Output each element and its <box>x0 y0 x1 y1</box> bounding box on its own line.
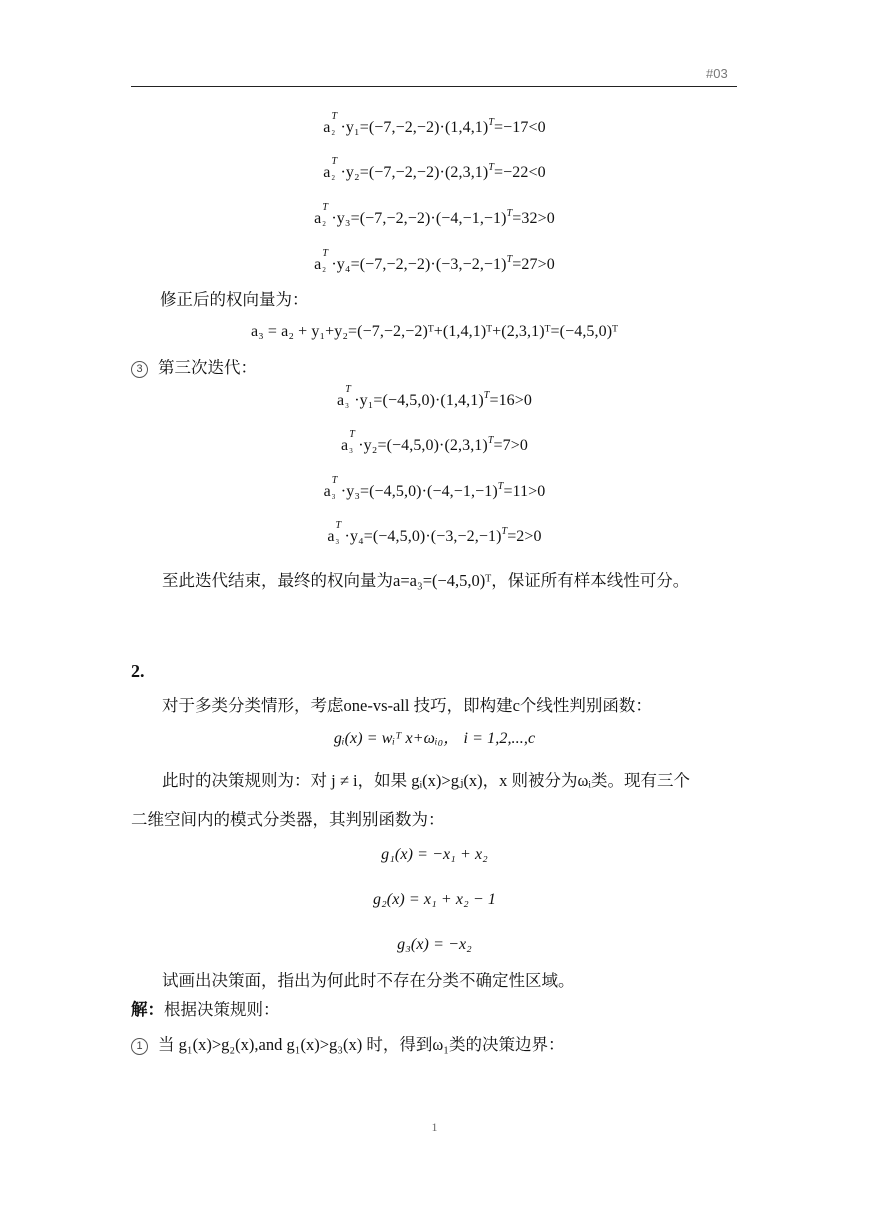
step-marker-1: 1 <box>131 1038 148 1055</box>
iter3-eq1: a T 3 $\cdot y_1=(-4,5,0)\cdot(1,4,1)^T=16>0$ <box>336 384 532 411</box>
step-marker-3: 3 <box>131 361 148 378</box>
header-rule <box>131 86 737 87</box>
iter3-eq2: a T 3 $\cdot y_2=(-4,5,0)\cdot(2,3,1)^T=7>0$ <box>341 429 528 456</box>
g2-function: g₂(x) = x₁ + x₂ − 1 <box>373 891 496 908</box>
iter2-eq1: a T 2 $\cdot y_1=(-7,-2,-2)\cdot(1,4,1)^T=-17<0$ <box>323 111 546 138</box>
iter2-update-equation: a₃ = a₂ + y₁+y₂=(−7,−2,−2)ᵀ+(1,4,1)ᵀ+(2,3,1)ᵀ=(−4,5,0)ᵀ <box>250 323 619 340</box>
iter2-update-label: 修正后的权向量为： <box>160 290 309 309</box>
decision-rule-line2: 二维空间内的模式分类器，其判别函数为： <box>131 810 445 829</box>
iter3-eq4-body: ·y₄=(−4,5,0)·(−3,−2,−1) <box>344 528 502 545</box>
iter2-eq3: a T 2 $\cdot y_3=(-7,-2,-2)\cdot(-4,-1,-1)^T=32>0$ <box>314 202 555 229</box>
iter2-eq3-tail: =32>0 <box>512 210 555 227</box>
iter3-eq2-body: ·y₂=(−4,5,0)·(2,3,1) <box>358 437 488 454</box>
iter3-eq1-tail: =16>0 <box>489 392 532 409</box>
step1-text: 当 g₁(x)>g₂(x),and g₁(x)>g₃(x) 时，得到ω₁类的决策边界： <box>158 1035 565 1054</box>
problem-number: 2. <box>131 661 145 681</box>
page-number: 1 <box>431 1120 438 1134</box>
problem-intro: 对于多类分类情形，考虑one-vs-all 技巧，即构建c个线性判别函数： <box>162 696 652 715</box>
iter2-eq4-tail: =27>0 <box>512 256 555 273</box>
iter2-eq1-body: ·y₁=(−7,−2,−2)·(1,4,1) <box>340 119 489 136</box>
iter3-eq3-body: ·y₃=(−4,5,0)·(−4,−1,−1) <box>340 483 498 500</box>
iter3-conclusion: 至此迭代结束，最终的权向量为a=a₃=(−4,5,0)ᵀ，保证所有样本线性可分。 <box>162 571 690 590</box>
iter3-eq4: a T 3 $\cdot y_4=(-4,5,0)\cdot(-3,-2,-1)^T=2>0$ <box>327 520 542 547</box>
solution-label: 解： <box>131 1000 164 1019</box>
header-doc-id: #03 <box>706 66 728 81</box>
iter2-eq3-body: ·y₃=(−7,−2,−2)·(−4,−1,−1) <box>331 210 507 227</box>
iter2-eq2-tail: =−22<0 <box>494 164 546 181</box>
iter3-eq3: a T 3 $\cdot y_3=(-4,5,0)\cdot(-4,-1,-1)^T=11>0$ <box>323 475 546 502</box>
iter2-eq2: a T 2 $\cdot y_2=(-7,-2,-2)\cdot(2,3,1)^T=-22<0$ <box>323 156 546 183</box>
decision-rule-line1: 此时的决策规则为：对 j ≠ i，如果 gᵢ(x)>gⱼ(x)，x 则被分为ωᵢ类。现有三个 <box>162 771 690 790</box>
iter2-eq2-body: ·y₂=(−7,−2,−2)·(2,3,1) <box>340 164 489 181</box>
g3-function: g₃(x) = −x₂ <box>397 936 472 953</box>
iter3-eq1-body: ·y₁=(−4,5,0)·(1,4,1) <box>354 392 484 409</box>
iter3-heading: 第三次迭代： <box>158 358 257 377</box>
discriminant-definition: gᵢ(x) = wᵢᵀ x+ωᵢ₀， i = 1,2,...,c <box>333 730 536 747</box>
g1-function: g₁(x) = −x₁ + x₂ <box>381 846 488 863</box>
problem-task: 试画出决策面，指出为何此时不存在分类不确定性区域。 <box>162 971 575 990</box>
iter2-eq4: a T 2 $\cdot y_4=(-7,-2,-2)\cdot(-3,-2,-1)^T=27>0$ <box>314 248 555 275</box>
iter2-eq4-body: ·y₄=(−7,−2,−2)·(−3,−2,−1) <box>331 256 507 273</box>
step1-row <box>131 1035 565 1055</box>
iter3-eq2-tail: =7>0 <box>493 437 528 454</box>
iter3-eq3-tail: =11>0 <box>503 483 546 500</box>
iter2-eq1-tail: =−17<0 <box>494 119 546 136</box>
solution-row <box>131 1000 280 1020</box>
iter3-eq4-tail: =2>0 <box>507 528 542 545</box>
iter3-heading-row <box>131 358 257 378</box>
solution-text: 根据决策规则： <box>164 1000 280 1019</box>
